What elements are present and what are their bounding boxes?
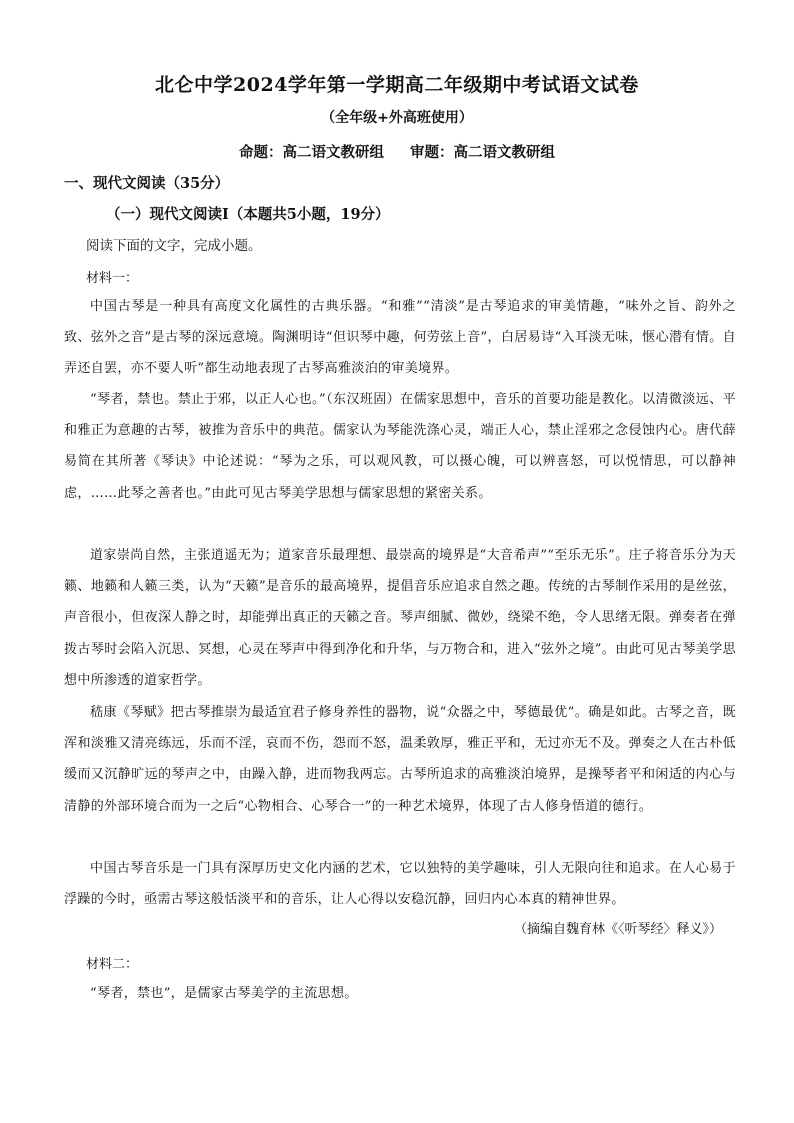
- material-one-paragraph-4: 嵇康《琴赋》把古琴推崇为最适宜君子修身养性的器物，说“众器之中，琴德最优”。确是如此。古琴之音，既浑和淡雅又清亮练远，乐而不淫，哀而不伤，怨而不怒，温柔敦厚，雅正平和，无过亦无不及。弹奏之人在古朴低缓而又沉静旷远的琴声之中，由躁入静，进而物我两忘。古琴所追求的高雅淡泊境界，是操琴者平和闲适的内心与清静的外部环境合而为一之后“心物相合、心琴合一”的一种艺术境界，体现了古人修身悟道的德行。: [64, 705, 736, 814]
- section-heading: 一、现代文阅读（35分）: [64, 175, 230, 192]
- material-one-source: （摘编自魏育林《〈听琴经〉释义》）: [513, 922, 722, 937]
- reviewer-line: 审题：高二语文教研组: [410, 144, 555, 161]
- material-one-paragraph-3: 道家崇尚自然，主张逍遥无为；道家音乐最理想、最崇高的境界是“大音希声”“至乐无乐”。庄子将音乐分为天籁、地籁和人籁三类，认为“天籁”是音乐的最高境界，提倡音乐应追求自然之趣。传统的古琴制作采用的是丝弦，声音很小，但夜深人静之时，却能弹出真正的天籁之音。琴声细腻、微妙，绕梁不绝，令人思绪无限。弹奏者在弹拨古琴时会陷入沉思、冥想，心灵在琴声中得到净化和升华，与万物合和，进入“弦外之境”。由此可见古琴美学思想中所渗透的道家哲学。: [64, 548, 736, 688]
- material-one-paragraph-1: 中国古琴是一种具有高度文化属性的古典乐器。“和雅”“清淡”是古琴追求的审美情趣，“味外之旨、韵外之致、弦外之音”是古琴的深远意境。陶渊明诗“但识琴中趣，何劳弦上音”，白居易诗“入耳淡无味，惬心潜有情。自弄还自罢，亦不要人听”都生动地表现了古琴高雅淡泊的审美境界。: [64, 299, 736, 377]
- material-one-label: 材料一：: [86, 271, 139, 286]
- reading-instruction: 阅读下面的文字，完成小题。: [86, 238, 262, 254]
- material-two-paragraph-1: “琴者，禁也”，是儒家古琴美学的主流思想。: [90, 986, 358, 1001]
- material-one-paragraph-2: “琴者，禁也。禁止于邪，以正人心也。”（东汉班固）在儒家思想中，音乐的首要功能是教化。以清微淡远、平和雅正为意趣的古琴，被推为音乐中的典范。儒家认为琴能洗涤心灵，端正人心，禁止淫邪之念侵蚀内心。唐代薛易简在其所著《琴诀》中论述说：“琴为之乐，可以观风教，可以摄心魄，可以辨喜怒，可以悦情思，可以静神虑，……此琴之善者也。”由此可见古琴美学思想与儒家思想的紧密关系。: [64, 392, 736, 501]
- subsection-heading: （一）现代文阅读Ⅰ（本题共5小题，19分）: [106, 206, 390, 223]
- exam-title: 北仑中学2024学年第一学期高二年级期中考试语文试卷: [155, 74, 639, 96]
- material-one-paragraph-5: 中国古琴音乐是一门具有深厚历史文化内涵的艺术，它以独特的美学趣味，引人无限向往和追求。在人心易于浮躁的今时，亟需古琴这般恬淡平和的音乐，让人心得以安稳沉静，回归内心本真的精神世界。: [64, 861, 736, 908]
- material-two-label: 材料二：: [86, 957, 139, 972]
- setter-line: 命题：高二语文教研组: [239, 144, 384, 161]
- exam-authors: [0, 141, 794, 162]
- exam-subtitle: （全年级+外高班使用）: [321, 110, 473, 126]
